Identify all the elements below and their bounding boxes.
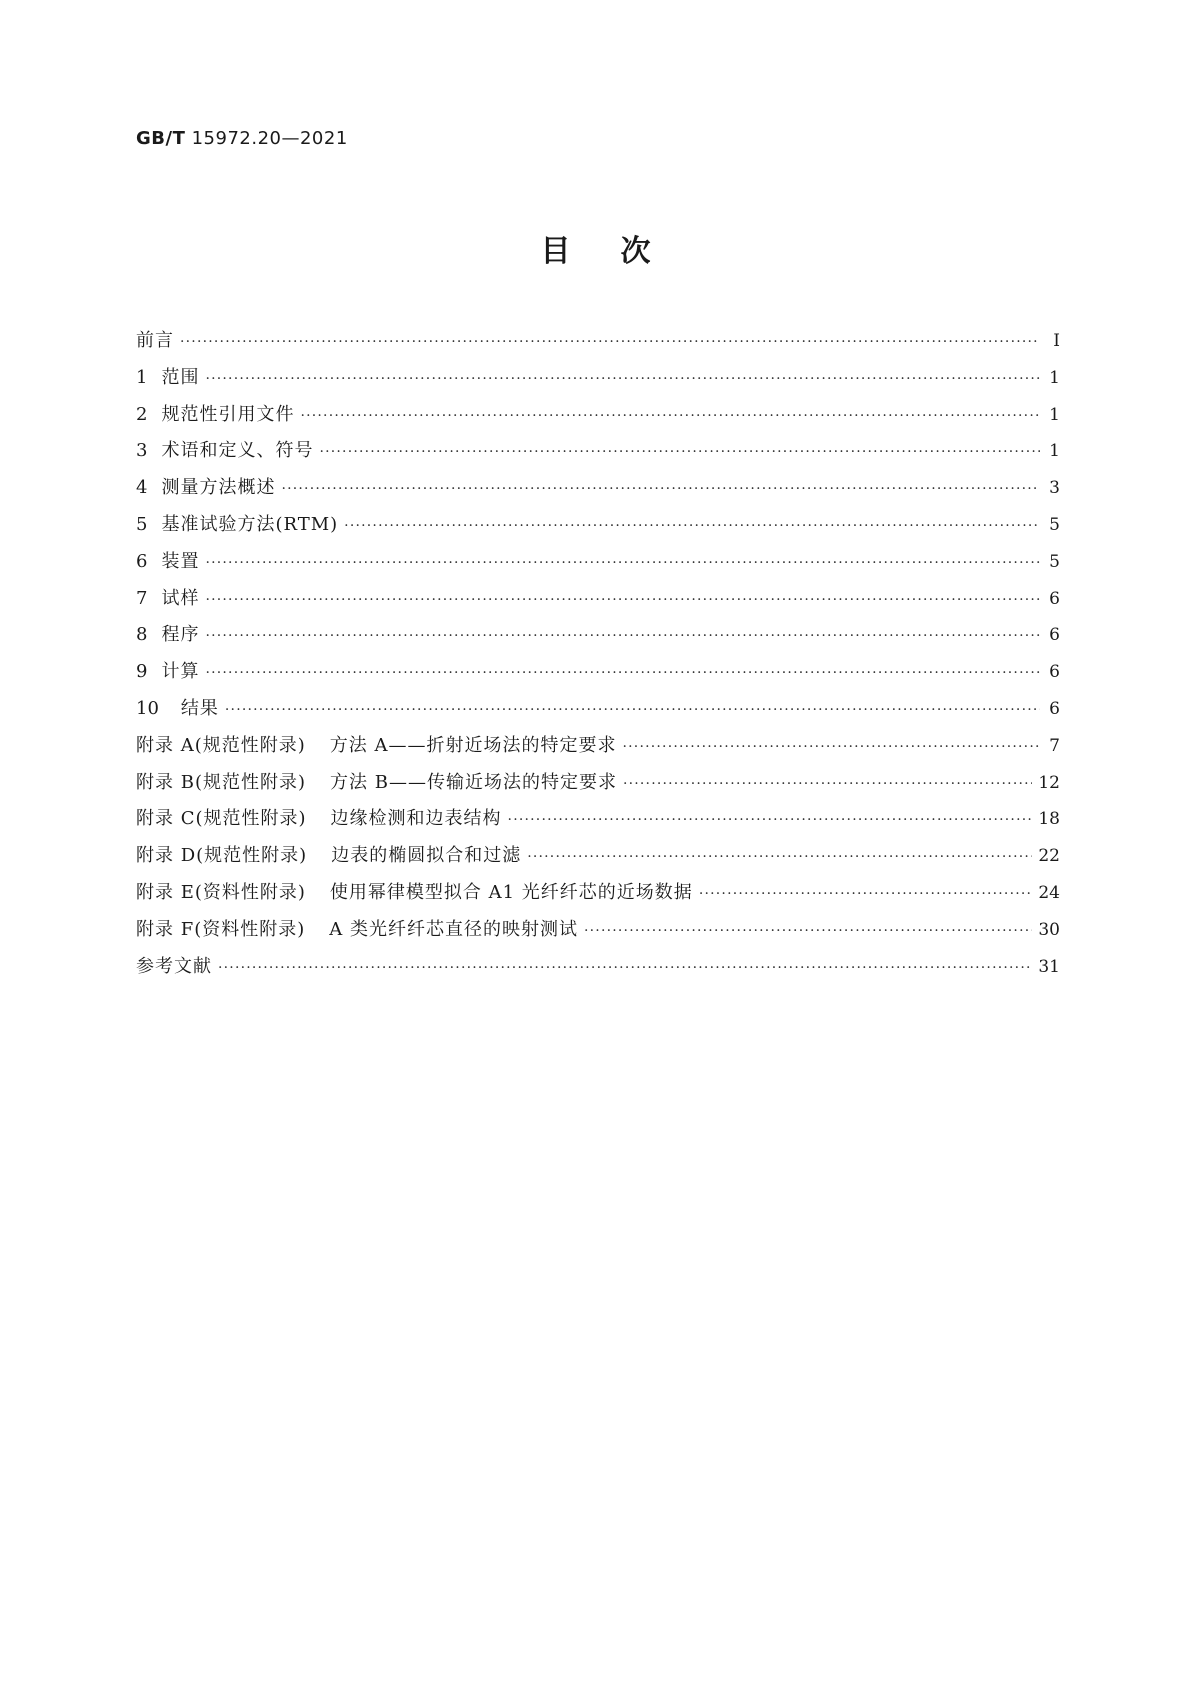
toc-entry[interactable] <box>136 731 1060 768</box>
toc-entry-label: 结果 <box>180 697 219 719</box>
toc-entry-annex-prefix: 附录 F(资料性附录) <box>136 918 306 940</box>
toc-entry[interactable] <box>136 400 1060 437</box>
toc-entry-number: 3 <box>136 440 148 462</box>
toc-entry-label: 测量方法概述 <box>161 477 276 499</box>
toc-entry-page: 3 <box>1049 478 1060 499</box>
toc-leader-dots <box>281 481 1040 497</box>
toc-entry-annex-prefix: 附录 E(资料性附录) <box>136 881 306 903</box>
toc-entry-page: 12 <box>1038 772 1060 793</box>
toc-entry[interactable] <box>136 584 1060 621</box>
toc-leader-dots <box>205 665 1040 681</box>
toc-entry-page: 5 <box>1049 514 1060 535</box>
toc-entry-page: 7 <box>1049 735 1060 756</box>
toc-leader-dots <box>508 812 1033 828</box>
toc-leader-dots <box>344 518 1040 534</box>
toc-entry-label: 装置 <box>161 550 200 572</box>
toc-entry-number: 10 <box>136 697 159 719</box>
toc-entry-page: 6 <box>1049 588 1060 609</box>
toc-entry-number: 8 <box>136 624 148 646</box>
toc-entry[interactable] <box>136 804 1060 841</box>
toc-entry-number: 5 <box>136 513 148 535</box>
toc-entry[interactable] <box>136 510 1060 547</box>
toc-entry-annex-prefix: 附录 B(规范性附录) <box>136 771 306 793</box>
toc-leader-dots <box>623 739 1041 755</box>
toc-entry[interactable] <box>136 363 1060 400</box>
toc-entry-label: A 类光纤纤芯直径的映射测试 <box>329 918 578 940</box>
toc-entry[interactable] <box>136 694 1060 731</box>
toc-entry-number: 2 <box>136 403 148 425</box>
toc-entry[interactable] <box>136 878 1060 915</box>
toc-leader-dots <box>699 886 1033 902</box>
toc-leader-dots <box>180 334 1040 350</box>
toc-entry[interactable] <box>136 952 1060 989</box>
toc-entry-label: 前言 <box>136 330 174 351</box>
toc-leader-dots <box>623 776 1032 792</box>
toc-entry-page: Ⅰ <box>1053 331 1060 351</box>
toc-entry-page: 6 <box>1049 662 1060 683</box>
toc-leader-dots <box>300 408 1040 424</box>
toc-entry[interactable] <box>136 436 1060 473</box>
toc-entry-number: 6 <box>136 550 148 572</box>
toc-entry-page: 1 <box>1049 404 1060 425</box>
toc-entry-label: 计算 <box>161 661 200 683</box>
toc-entry-label: 方法 B——传输近场法的特定要求 <box>330 771 617 793</box>
toc-entry[interactable] <box>136 657 1060 694</box>
toc-entry-page: 18 <box>1038 809 1060 830</box>
page-title: 目次 <box>540 234 701 269</box>
document-code-prefix: GB/T <box>136 128 186 149</box>
toc-entry-number: 1 <box>136 366 148 388</box>
toc-leader-dots <box>205 555 1040 571</box>
toc-entry[interactable] <box>136 326 1060 363</box>
toc-entry[interactable] <box>136 768 1060 805</box>
toc-entry-page: 30 <box>1038 919 1060 940</box>
toc-entry-page: 5 <box>1049 551 1060 572</box>
toc-entry-label: 边缘检测和边表结构 <box>330 808 502 830</box>
toc-entry-page: 1 <box>1049 441 1060 462</box>
toc-entry[interactable] <box>136 547 1060 584</box>
toc-entry[interactable] <box>136 473 1060 510</box>
toc-entry[interactable] <box>136 915 1060 952</box>
toc-leader-dots <box>205 592 1040 608</box>
toc-entry-annex-prefix: 附录 A(规范性附录) <box>136 734 306 756</box>
toc-entry-page: 6 <box>1049 625 1060 646</box>
toc-leader-dots <box>527 849 1032 865</box>
toc-entry-label: 术语和定义、符号 <box>161 440 314 462</box>
toc-entry-label: 参考文献 <box>136 955 212 977</box>
toc-entry-number: 4 <box>136 477 148 499</box>
toc-entry-label: 范围 <box>161 366 200 388</box>
toc-entry-label: 使用幂律模型拟合 A1 光纤纤芯的近场数据 <box>329 881 693 903</box>
toc-entry-page: 24 <box>1038 882 1060 903</box>
toc-entry-annex-prefix: 附录 D(规范性附录) <box>136 845 308 867</box>
toc-entry-page: 6 <box>1049 698 1060 719</box>
toc-entry-number: 7 <box>136 587 148 609</box>
table-of-contents <box>136 326 1060 988</box>
toc-leader-dots <box>584 923 1032 939</box>
document-code <box>136 128 348 149</box>
toc-entry-label: 试样 <box>161 587 200 609</box>
toc-leader-dots <box>218 960 1032 976</box>
toc-entry-page: 1 <box>1049 367 1060 388</box>
toc-entry-page: 31 <box>1038 956 1060 977</box>
toc-entry[interactable] <box>136 841 1060 878</box>
toc-leader-dots <box>205 628 1040 644</box>
toc-entry-number: 9 <box>136 661 148 683</box>
toc-leader-dots <box>319 444 1040 460</box>
toc-entry-label: 基准试验方法(RTM) <box>161 513 339 535</box>
document-code-number: 15972.20—2021 <box>185 128 348 149</box>
toc-entry-label: 规范性引用文件 <box>161 403 295 425</box>
toc-entry-label: 方法 A——折射近场法的特定要求 <box>329 734 617 756</box>
toc-leader-dots <box>225 702 1040 718</box>
toc-entry-annex-prefix: 附录 C(规范性附录) <box>136 808 307 830</box>
toc-leader-dots <box>205 371 1040 387</box>
toc-entry-label: 程序 <box>161 624 200 646</box>
toc-entry[interactable] <box>136 620 1060 657</box>
toc-entry-label: 边表的椭圆拟合和过滤 <box>331 845 522 867</box>
toc-entry-page: 22 <box>1038 846 1060 867</box>
